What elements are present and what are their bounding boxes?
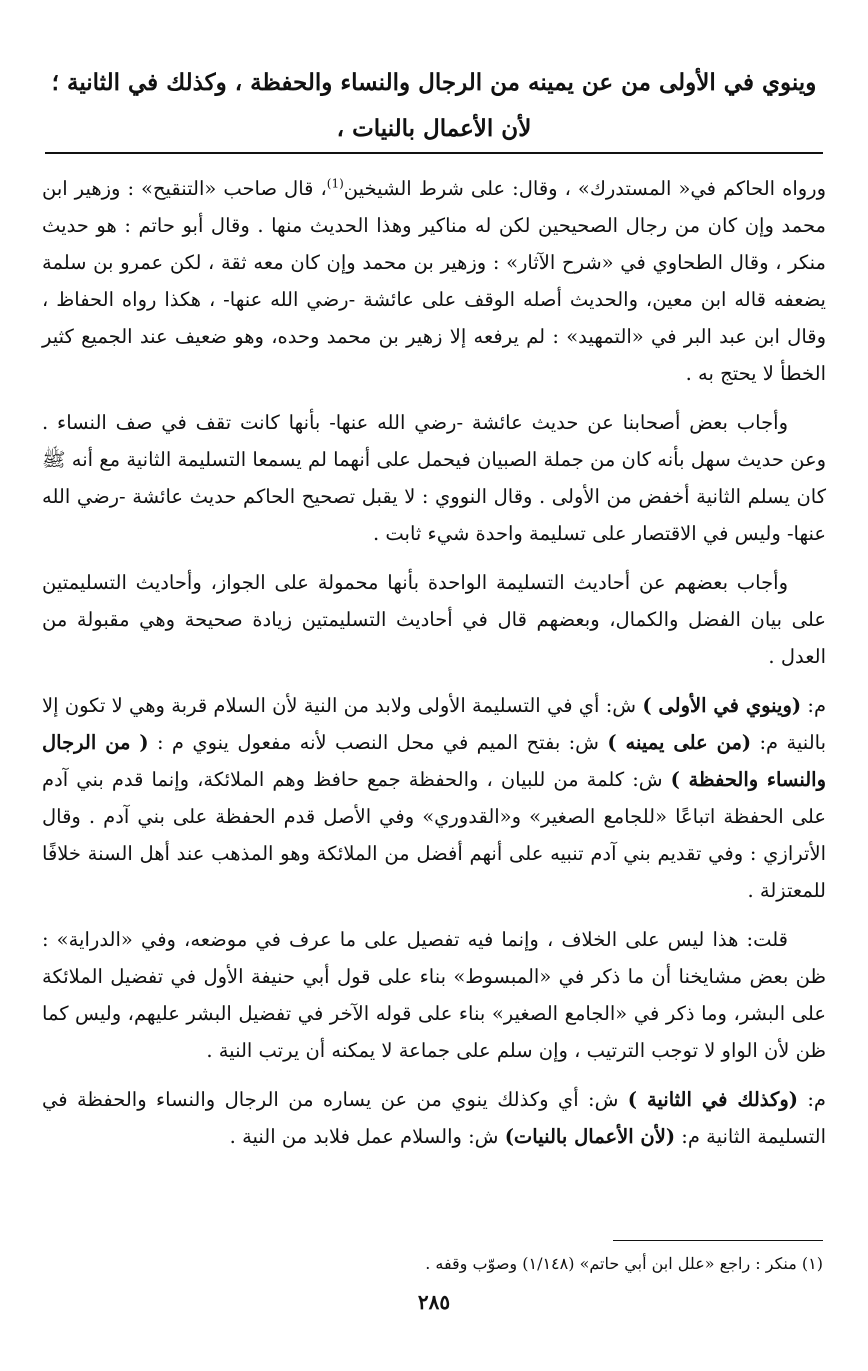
text-run: ش: أي في التسليمة الأولى ولابد من النية لأن السلام قربة وهي لا تكون إلا بالنية م: [42, 694, 826, 754]
matn-heading: وينوي في الأولى من عن يمينه من الرجال والنساء والحفظة ، وكذلك في الثانية ؛ لأن الأعمال بالنيات ، [51, 69, 817, 142]
page-number: ٢٨٥ [417, 1290, 451, 1314]
paragraph [42, 404, 826, 552]
paragraph [42, 921, 826, 1069]
paragraph [42, 564, 826, 675]
paragraph [42, 1081, 826, 1155]
text-run: م: [801, 694, 827, 717]
header-divider [45, 152, 823, 154]
text-run: ش: والسلام عمل فلابد من النية . [229, 1125, 505, 1148]
text-run: وأجاب بعض أصحابنا عن حديث عائشة -رضي الله عنها- بأنها كانت تقف في صف النساء . وعن حديث سهل بأنه كان من جملة الصبيان فيحمل على أنهما لم يسمعا التسليمة الثانية مع أنه ﷺ كان يسلم الثانية أخفض من الأولى . وقال النووي : لا يقبل تصحيح الحاكم حديث عائشة -رضي الله عنها- وليس في الاقتصار على تسليمة واحدة شيء ثابت . [42, 411, 826, 545]
text-run: قلت: هذا ليس على الخلاف ، وإنما فيه تفصيل على ما عرف في موضعه، وفي «الدراية» : ظن بعض مشايخنا أن ما ذكر في «المبسوط» بناء على قول أبي حنيفة الأول في تفضيل الملائكة على البشر، وما ذكر في «الجامع الصغير» بناء على قوله الآخر في تفضيل البشر عليهم، وليس كما ظن لأن الواو لا توجب الترتيب ، وإن سلم على جماعة لا يمكنه أن يرتب النية . [42, 928, 826, 1062]
text-run: ، قال صاحب «التنقيح» : وزهير ابن محمد وإن كان من رجال الصحيحين لكن له مناكير وهذا الحديث منها . وقال أبو حاتم : هو حديث منكر ، وقال الطحاوي في «شرح الآثار» : وزهير بن محمد وإن كان معه ثقة ، لكن عمرو بن سلمة يضعفه قاله ابن معين، والحديث أصله الوقف على عائشة -رضي الله عنها- ، هكذا رواه الحفاظ ، وقال ابن عبد البر في «التمهيد» : لم يرفعه إلا زهير بن محمد وحده، وهو ضعيف عند الجميع كثير الخطأ لا يحتج به . [42, 177, 826, 385]
matn-quote: ( من الرجال والنساء والحفظة ) [42, 731, 826, 791]
footnote: (١) منكر : راجع «علل ابن أبي حاتم» (١/١٤٨) وصوّب وقفه . [425, 1254, 823, 1273]
footnote-divider [613, 1240, 823, 1241]
matn-quote: (وكذلك في الثانية ) [627, 1088, 798, 1111]
matn-quote: (وينوي في الأولى ) [642, 694, 802, 717]
paragraph [42, 687, 826, 909]
matn-quote: (من على يمينه ) [607, 731, 752, 754]
text-run: ش: أي وكذلك ينوي من عن يساره من الرجال والنساء والحفظة في التسليمة الثانية م: [42, 1088, 826, 1148]
paragraph [42, 170, 826, 392]
text-run: ورواه الحاكم في« المستدرك» ، وقال: على شرط الشيخين [343, 177, 826, 200]
text-run: م: [797, 1088, 827, 1111]
commentary-body [42, 170, 826, 1167]
text-run: ش: بفتح الميم في محل النصب لأنه مفعول ينوي م : [148, 731, 608, 754]
footnote-reference: (1) [326, 176, 344, 191]
matn-quote: (لأن الأعمال بالنيات) [504, 1125, 676, 1148]
text-run: وأجاب بعضهم عن أحاديث التسليمة الواحدة بأنها محمولة على الجواز، وأحاديث التسليمتين على بيان الفضل والكمال، وبعضهم قال في أحاديث التسليمتين زيادة صحيحة وهي مقبولة من العدل . [42, 571, 826, 668]
text-run: ش: كلمة من للبيان ، والحفظة جمع حافظ وهم الملائكة، وإنما قدم بني آدم على الحفظة اتباعًا «للجامع الصغير» و«القدوري» وفي الأصل قدم الحفظة على بني آدم . وقال الأترازي : وفي تقديم بني آدم تنبيه على أنهم أفضل من الملائكة وهو المذهب عند أهل السنة خلافًا للمعتزلة . [42, 768, 826, 902]
